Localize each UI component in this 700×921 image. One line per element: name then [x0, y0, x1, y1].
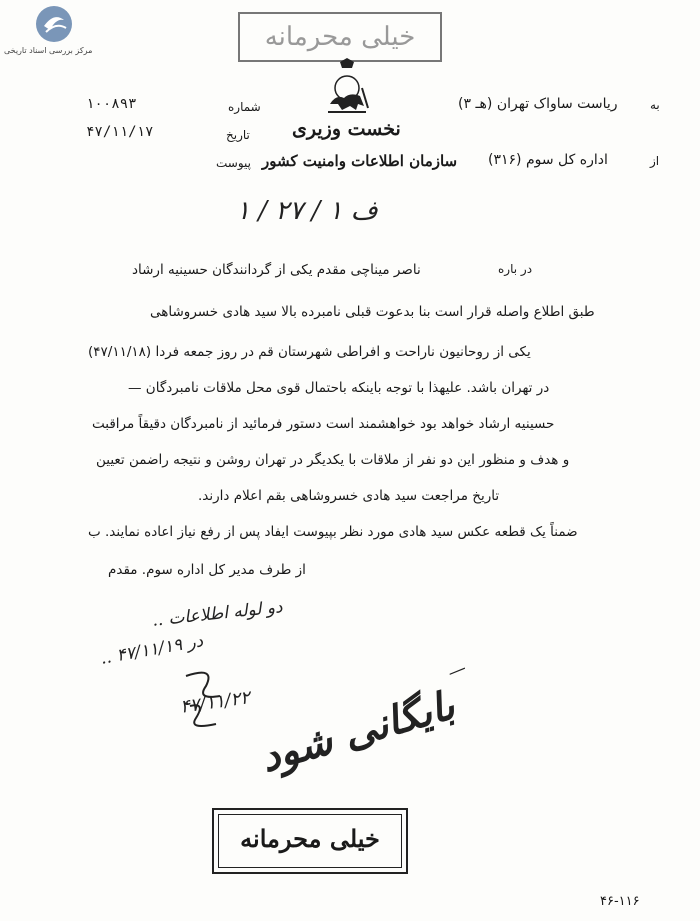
- handwritten-note: ۴۷/۱۱/۲۲: [178, 687, 252, 718]
- lion-and-sun-emblem-icon: [322, 58, 372, 116]
- from-label: از: [650, 154, 660, 168]
- body-line: یکی از روحانیون ناراحت و افراطی شهرستان قم در روز جمعه فردا (۴۷/۱۱/۱۸): [88, 344, 531, 360]
- bottom-classification-stamp: خیلی محرمانه: [212, 808, 408, 874]
- to-value: ریاست ساواک تهران (هـ ۳): [458, 96, 618, 112]
- handwritten-initials: —: [444, 657, 470, 684]
- subject-value: ناصر میناچی مقدم یکی از گردانندگان حسینیه ارشاد: [132, 262, 421, 278]
- handwritten-note: در ۴۷/۱۱/۱۹ ..: [99, 631, 205, 669]
- handwritten-scribble-icon: [176, 666, 236, 736]
- number-value: ۱۰۰۸۹۳: [86, 96, 137, 112]
- top-classification-stamp: خیلی محرمانه: [238, 12, 442, 62]
- body-line: و هدف و منظور این دو نفر از ملاقات با یکدیگر در تهران روشن و نتیجه راضمن تعیین: [96, 452, 570, 468]
- subject-label: در باره: [498, 262, 533, 276]
- from-value: اداره کل سوم (۳۱۶): [488, 152, 608, 168]
- handwritten-archive-order: بایگانی شود: [255, 681, 460, 782]
- archive-logo-icon: [34, 4, 74, 44]
- attachment-label: پیوست: [216, 156, 251, 170]
- archive-logo-caption: مرکز بررسی اسناد تاریخی: [4, 46, 93, 55]
- footer-code: ۴۶-۱۱۶: [600, 894, 640, 909]
- signature-line: از طرف مدیر کل اداره سوم. مقدم: [108, 562, 306, 578]
- body-line: ضمناً یک قطعه عکس سید هادی مورد نظر بپیوست ایفاد پس از رفع نیاز اعاده نمایند. ب: [88, 524, 578, 540]
- to-label: به: [650, 98, 660, 112]
- body-line: تاریخ مراجعت سید هادی خسروشاهی بقم اعلام دارند.: [198, 488, 500, 504]
- date-label: تاریخ: [226, 128, 250, 142]
- number-label: شماره: [228, 100, 261, 114]
- archive-logo: [4, 4, 122, 60]
- date-value: ۴۷/۱۱/۱۷: [86, 124, 154, 140]
- handwritten-note: دو لوله اطلاعات ..: [151, 597, 284, 631]
- ministry-subtitle: سازمان اطلاعات وامنیت کشور: [262, 152, 458, 170]
- body-line: حسینیه ارشاد خواهد بود خواهشمند است دستور فرمائید از نامبردگان دقیقاً مراقبت: [92, 416, 555, 432]
- body-line: طبق اطلاع واصله قرار است بنا بدعوت قبلی نامبرده بالا سید هادی خسروشاهی: [150, 304, 595, 320]
- handwritten-reference: ۱ / ف ۱ / ۲۷: [236, 196, 378, 226]
- body-line: در تهران باشد. علیهذا با توجه باینکه باحتمال قوی محل ملاقات نامبردگان —: [128, 380, 550, 396]
- ministry-title: نخست وزیری: [292, 118, 401, 140]
